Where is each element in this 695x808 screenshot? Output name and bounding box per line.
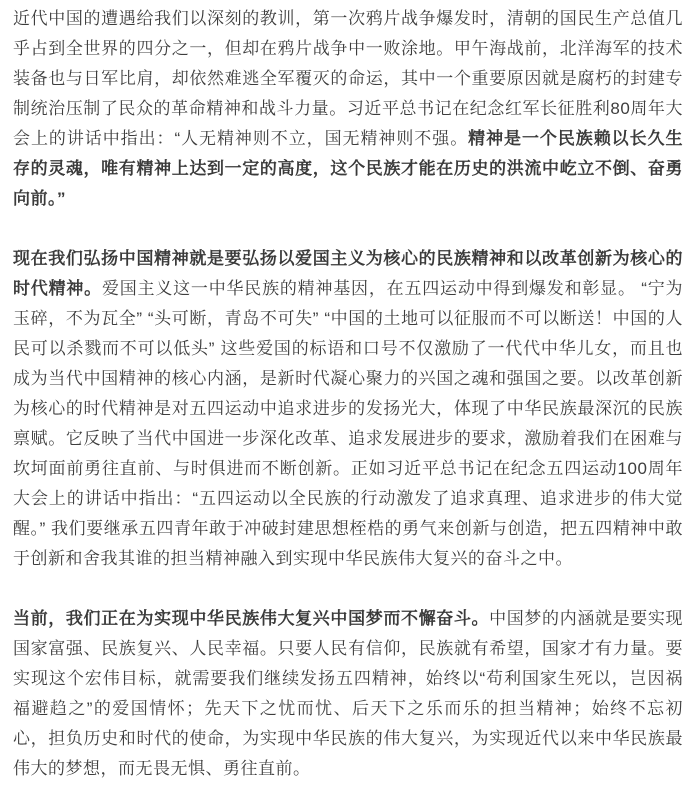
paragraph-emphasis-text: 现在我们弘扬中国精神就是要弘扬以爱国主义为核心的民族精神和以改革创新为核心的时代精神。 [13, 249, 683, 298]
paragraph-emphasis-text: 当前，我们正在为实现中华民族伟大复兴中国梦而不懈奋斗。 [13, 609, 490, 628]
paragraph-text: 近代中国的遭遇给我们以深刻的教训，第一次鸦片战争爆发时，清朝的国民生产总值几乎占到全世界的四分之一，但却在鸦片战争中一败涂地。甲午海战前，北洋海军的技术装备也与日军比肩，却依然难逃全军覆灭的命运，其中一个重要原因就是腐朽的封建专制统治压制了民众的革命精神和战斗力量。习近平总书记在纪念红军长征胜利80周年大会上的讲话中指出：“人无精神则不立，国无精神则不强。 [13, 9, 683, 148]
paragraph-china-spirit [13, 244, 683, 574]
paragraph-text: 爱国主义这一中华民族的精神基因，在五四运动中得到爆发和彰显。 “宁为玉碎，不为瓦全” “头可断，青岛不可失” “中国的土地可以征服而不可以断送！中国的人民可以杀戮而不可以低头” 这些爱国的标语和口号不仅激励了一代代中华儿女，而且也成为当代中国精神的核心内涵，是新时代凝心聚力的兴国之魂和强国之要。以改革创新为核心的时代精神是对五四运动中追求进步的发扬光大，体现了中华民族最深沉的民族禀赋。它反映了当代中国进一步深化改革、追求发展进步的要求，激励着我们在困难与坎坷面前勇往直前、与时俱进而不断创新。正如习近平总书记在纪念五四运动100周年大会上的讲话中指出：“五四运动以全民族的行动激发了追求真理、追求进步的伟大觉醒。” 我们要继承五四青年敢于冲破封建思想桎梏的勇气来创新与创造，把五四精神中敢于创新和舍我其谁的担当精神融入到实现中华民族伟大复兴的奋斗之中。 [13, 279, 683, 568]
paragraph-emphasis-text: 精神是一个民族赖以长久生存的灵魂，唯有精神上达到一定的高度，这个民族才能在历史的洪流中屹立不倒、奋勇向前。” [13, 129, 683, 208]
paragraph-china-dream [13, 604, 683, 784]
paragraph-modern-china-lesson [13, 4, 683, 214]
paragraph-text: 中国梦的内涵就是要实现国家富强、民族复兴、人民幸福。只要人民有信仰，民族就有希望，国家才有力量。要实现这个宏伟目标，就需要我们继续发扬五四精神，始终以“苟利国家生死以，岂因祸福避趋之”的爱国情怀；先天下之忧而忧、后天下之乐而乐的担当精神；始终不忘初心，担负历史和时代的使命，为实现中华民族的伟大复兴，为实现近代以来中华民族最伟大的梦想，而无畏无惧、勇往直前。 [13, 609, 684, 778]
